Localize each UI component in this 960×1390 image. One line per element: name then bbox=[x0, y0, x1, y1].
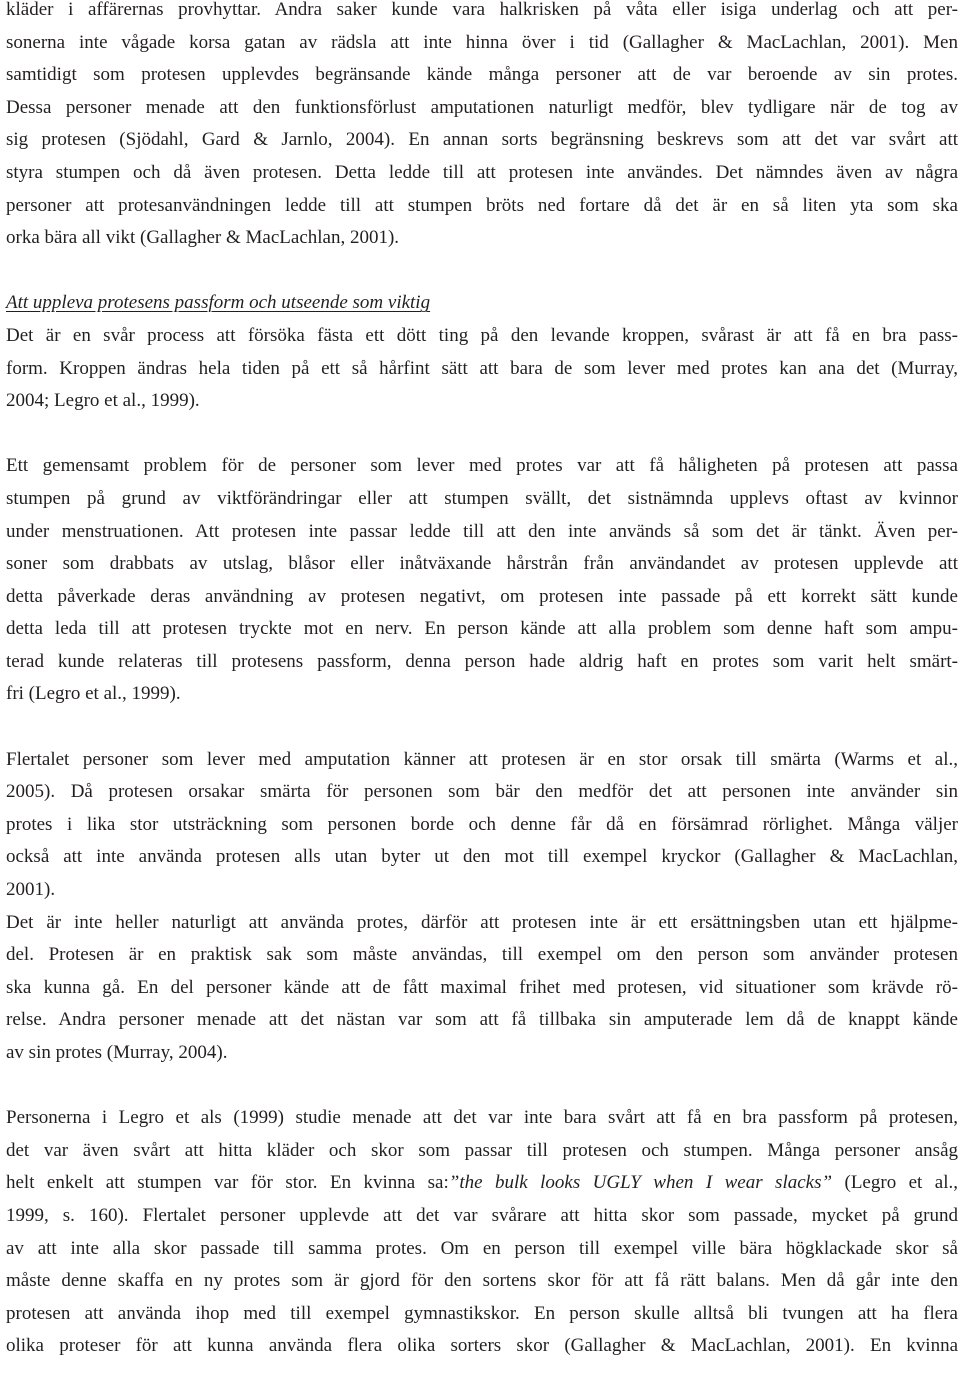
text-line: sonerna inte vågade korsa gatan av rädsla att inte hinna över i tid (Gallagher & MacLachlan, 2001). Men bbox=[6, 31, 958, 53]
text-line: kläder i affärernas provhyttar. Andra saker kunde vara halkrisken på våta eller isiga underlag och att per- bbox=[6, 0, 958, 20]
text-line: protes i lika stor utsträckning som personen borde och denne får då en försämrad rörlighet. Många väljer bbox=[6, 813, 958, 835]
document-page bbox=[6, 0, 958, 1363]
quoted-text: ”the bulk looks UGLY when I wear slacks” bbox=[448, 1172, 833, 1194]
paragraph-gap bbox=[6, 255, 958, 288]
text-run: helt enkelt att stumpen var för stor. En kvinna sa: bbox=[6, 1172, 449, 1194]
text-line: relse. Andra personer menade att det nästan var som att få tillbaka sin amputerade lem då de knappt kände bbox=[6, 1009, 958, 1031]
section-heading-text: Att uppleva protesens passform och utseende som viktig bbox=[6, 292, 431, 314]
text-line: måste denne skaffa en ny protes som är gjord för den sortens skor för att få rätt balans. Men då går inte den bbox=[6, 1270, 958, 1292]
section-heading bbox=[6, 287, 958, 320]
text-line: form. Kroppen ändras hela tiden på ett så hårfint sätt att bara de som lever med protes kan ana det (Murray, bbox=[6, 357, 958, 379]
text-line: samtidigt som protesen upplevdes begränsande kände många personer att de var beroende av sin protes. bbox=[6, 64, 958, 86]
text-line: 2001). bbox=[6, 879, 56, 901]
text-line: 2005). Då protesen orsakar smärta för personen som bär den medför det att personen inte använder sin bbox=[6, 781, 958, 803]
text-line: 1999, s. 160). Flertalet personer upplevde att det var svårare att hitta skor som passade, mycket på grund bbox=[6, 1204, 958, 1226]
text-line: detta påverkade deras användning av protesen negativt, om protesen inte passade på ett korrekt sätt kunde bbox=[6, 585, 958, 607]
text-line: soner som drabbats av utslag, blåsor eller inåtväxande hårstrån från användandet av protesen upplevde att bbox=[6, 553, 958, 575]
paragraph-gap bbox=[6, 711, 958, 744]
text-line: också att inte använda protesen alls utan byter ut den mot till exempel kryckor (Gallagher & MacLachlan, bbox=[6, 846, 958, 868]
paragraph-gap bbox=[6, 1070, 958, 1103]
text-line: det var även svårt att hitta kläder och skor som passar till protesen och stumpen. Många personer ansåg bbox=[6, 1139, 958, 1161]
text-line: Det är en svår process att försöka fästa ett dött ting på den levande kroppen, svårast är att få en bra pass- bbox=[6, 324, 958, 346]
text-run: (Legro et al., bbox=[832, 1172, 958, 1194]
text-line: Det är inte heller naturligt att använda protes, därför att protesen inte är ett ersättningsben utan ett hjälpme- bbox=[6, 911, 958, 933]
text-line: 2004; Legro et al., 1999). bbox=[6, 390, 200, 412]
paragraph-5 bbox=[6, 907, 958, 1070]
text-line: av sin protes (Murray, 2004). bbox=[6, 1042, 228, 1063]
text-line: Personerna i Legro et als (1999) studie menade att det var inte bara svårt att få en bra passform på protesen, bbox=[6, 1107, 958, 1129]
text-line: fri (Legro et al., 1999). bbox=[6, 683, 181, 705]
text-line: detta leda till att protesen tryckte mot en nerv. En person kände att alla problem som denne haft som ampu- bbox=[6, 618, 958, 640]
text-line: Flertalet personer som lever med amputation känner att protesen är en stor orsak till smärta (Warms et al., bbox=[6, 748, 958, 770]
text-line: protesen att använda ihop med till exempel gymnastikskor. En person skulle alltså bli tvungen att ha flera bbox=[6, 1302, 958, 1324]
text-line: del. Protesen är en praktisk sak som måste användas, till exempel om den person som använder protesen bbox=[6, 944, 958, 966]
text-line: av att inte alla skor passade till samma protes. Om en person till exempel ville bära högklackade skor så bbox=[6, 1237, 958, 1259]
paragraph-4 bbox=[6, 744, 958, 907]
text-line: olika proteser för att kunna använda flera olika sorters skor (Gallagher & MacLachlan, 2001). En kvinna bbox=[6, 1335, 958, 1357]
text-line: under menstruationen. Att protesen inte passar ledde till att den inte används så som det är tänkt. Även per- bbox=[6, 520, 958, 542]
paragraph-3 bbox=[6, 450, 958, 711]
text-line: terad kunde relateras till protesens passform, denna person hade aldrig haft en protes som varit helt smärt- bbox=[6, 650, 958, 672]
paragraph-2 bbox=[6, 320, 958, 418]
paragraph-1 bbox=[6, 0, 958, 255]
paragraph-gap bbox=[6, 418, 958, 451]
paragraph-6 bbox=[6, 1102, 958, 1363]
text-line: styra stumpen och då även protesen. Detta ledde till att protesen inte användes. Det nämndes även av några bbox=[6, 161, 958, 183]
text-line: stumpen på grund av viktförändringar eller att stumpen svällt, det sistnämnda upplevs oftast av kvinnor bbox=[6, 487, 958, 509]
text-line: sig protesen (Sjödahl, Gard & Jarnlo, 2004). En annan sorts begränsning beskrevs som att det var svårt att bbox=[6, 129, 958, 151]
text-line: ska kunna gå. En del personer kände att de fått maximal frihet med protesen, vid situationer som krävde rö- bbox=[6, 976, 958, 998]
text-line: orka bära all vikt (Gallagher & MacLachlan, 2001). bbox=[6, 227, 400, 249]
text-line: Ett gemensamt problem för de personer som lever med protes var att få håligheten på protesen att passa bbox=[6, 455, 958, 477]
text-line-with-quote bbox=[6, 1167, 958, 1200]
text-line: Dessa personer menade att den funktionsförlust amputationen naturligt medför, blev tydligare när de tog av bbox=[6, 96, 958, 118]
text-line: personer att protesanvändningen ledde till att stumpen bröts ned fortare då det är en så liten yta som ska bbox=[6, 194, 958, 216]
